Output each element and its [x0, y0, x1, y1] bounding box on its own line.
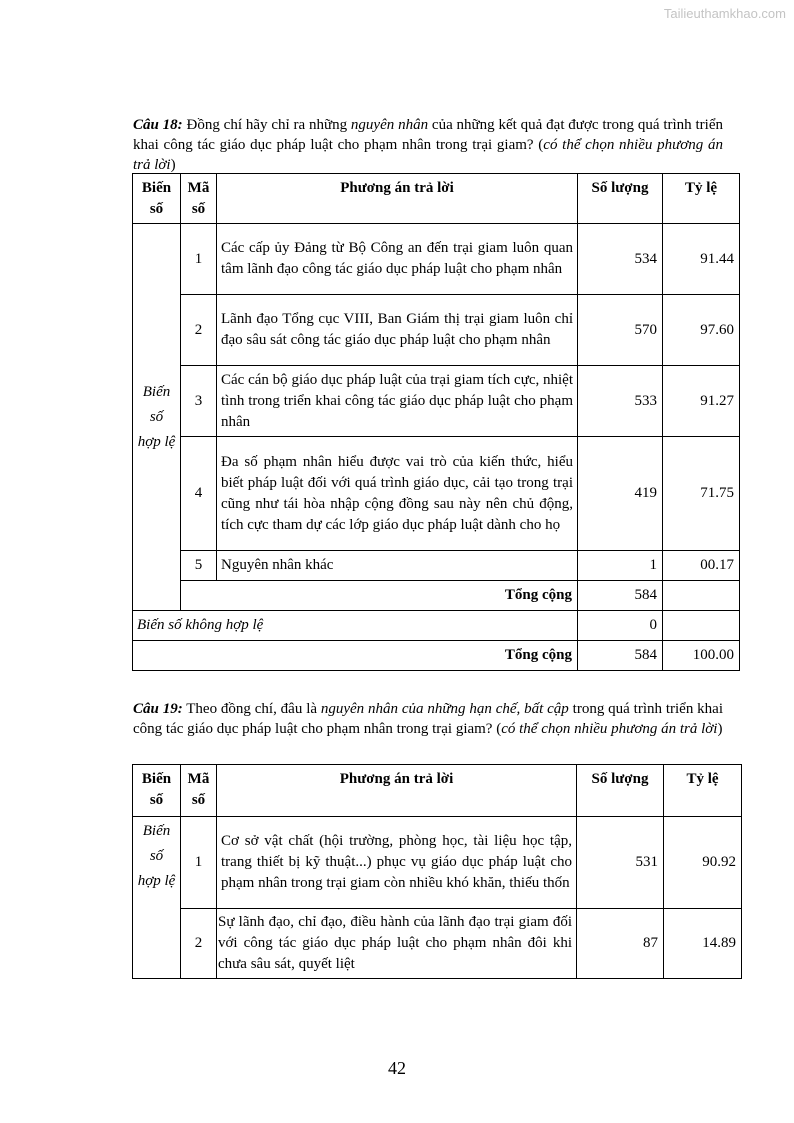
- total-row: [133, 641, 740, 671]
- question-19-text-d: có thể chọn nhiều phương án trả lời: [501, 721, 718, 737]
- question-19: [133, 699, 723, 739]
- header-so-luong: Số lượng: [578, 174, 663, 224]
- table-row: [133, 817, 742, 909]
- row-rate: 71.75: [663, 437, 740, 551]
- table-19-header-row: [133, 765, 742, 817]
- row-text: Cơ sở vật chất (hội trường, phòng học, tài liệu học tập, trang thiết bị kỹ thuật...) phục vụ giáo dục pháp luật cho phạm nhân trong trại giam còn nhiều khó khăn, thiếu thốn: [217, 817, 577, 909]
- question-18-text-b: nguyên nhân: [350, 117, 429, 133]
- table-18: [132, 173, 740, 671]
- row-count: 531: [577, 817, 664, 909]
- table-row: [133, 909, 742, 979]
- row-code: 1: [181, 817, 217, 909]
- row-rate: 14.89: [664, 909, 742, 979]
- row-text: Các cán bộ giáo dục pháp luật của trại giam tích cực, nhiệt tình trong triển khai công tác giáo dục pháp luật cho phạm nhân: [217, 366, 578, 437]
- header-ma-so: Mã số: [181, 765, 217, 817]
- question-18-text-e: ): [170, 157, 176, 173]
- header-so-luong: Số lượng: [577, 765, 664, 817]
- group-label: Biến số hợp lệ: [133, 224, 181, 611]
- row-text: Các cấp ủy Đảng từ Bộ Công an đến trại giam luôn quan tâm lãnh đạo công tác giáo dục pháp luật cho phạm nhân: [217, 224, 578, 295]
- row-count: 570: [578, 295, 663, 366]
- header-ma-so: Mã số: [181, 174, 217, 224]
- subtotal-count: 584: [578, 581, 663, 611]
- invalid-label: Biến số không hợp lệ: [133, 611, 578, 641]
- subtotal-label: Tổng cộng: [181, 581, 578, 611]
- header-bien-so: Biến số: [133, 765, 181, 817]
- row-rate: 00.17: [663, 551, 740, 581]
- table-19: [132, 764, 742, 979]
- invalid-rate: [663, 611, 740, 641]
- question-18: [133, 115, 723, 175]
- table-row: [133, 295, 740, 366]
- row-rate: 97.60: [663, 295, 740, 366]
- row-count: 533: [578, 366, 663, 437]
- row-code: 3: [181, 366, 217, 437]
- row-code: 1: [181, 224, 217, 295]
- row-rate: 91.44: [663, 224, 740, 295]
- question-18-text-c: của những kết quả đạt được trong quá trình triển khai công tác giáo dục pháp luật cho phạm nhân trong trại giam? (: [133, 117, 723, 153]
- header-bien-so: Biến số: [133, 174, 181, 224]
- row-code: 5: [181, 551, 217, 581]
- group-label: Biến số hợp lệ: [133, 817, 181, 979]
- question-19-label: Câu 19:: [133, 701, 183, 717]
- row-code: 4: [181, 437, 217, 551]
- row-text: Lãnh đạo Tổng cục VIII, Ban Giám thị trại giam luôn chỉ đạo sâu sát công tác giáo dục pháp luật cho phạm nhân: [217, 295, 578, 366]
- subtotal-rate: [663, 581, 740, 611]
- row-code: 2: [181, 909, 217, 979]
- row-count: 419: [578, 437, 663, 551]
- row-rate: 91.27: [663, 366, 740, 437]
- row-count: 87: [577, 909, 664, 979]
- row-text: Đa số phạm nhân hiểu được vai trò của kiến thức, hiểu biết pháp luật đối với quá trình giáo dục, cải tạo trong trại cũng như tái hòa nhập cộng đồng sau này nên chủ động, tích cực tham dự các lớp giáo dục pháp luật dành cho họ: [217, 437, 578, 551]
- total-rate: 100.00: [663, 641, 740, 671]
- total-label: Tổng cộng: [133, 641, 578, 671]
- question-19-text-c: trong quá trình triển khai công tác giáo dục pháp luật cho phạm nhân trong trại giam? (: [133, 701, 723, 737]
- header-ty-le: Tỷ lệ: [664, 765, 742, 817]
- question-18-label: Câu 18:: [133, 117, 183, 133]
- question-19-text-a: Theo đồng chí, đâu là: [182, 701, 321, 717]
- header-ty-le: Tỷ lệ: [663, 174, 740, 224]
- question-19-text-e: ): [717, 721, 723, 737]
- row-count: 534: [578, 224, 663, 295]
- table-row: [133, 437, 740, 551]
- invalid-row: [133, 611, 740, 641]
- table-row: [133, 224, 740, 295]
- row-rate: 90.92: [664, 817, 742, 909]
- subtotal-row: [133, 581, 740, 611]
- row-text: Sự lãnh đạo, chỉ đạo, điều hành của lãnh đạo trại giam đối với công tác giáo dục pháp luật cho phạm nhân đôi khi chưa sâu sát, quyết liệt: [217, 909, 577, 979]
- header-phuong-an: Phương án trả lời: [217, 765, 577, 817]
- table-row: [133, 366, 740, 437]
- header-phuong-an: Phương án trả lời: [217, 174, 578, 224]
- row-code: 2: [181, 295, 217, 366]
- question-18-text-d: có thể chọn nhiều phương án trả lời: [133, 137, 723, 173]
- page-number: 42: [388, 1058, 406, 1078]
- total-count: 584: [578, 641, 663, 671]
- question-18-text-a: Đồng chí hãy chỉ ra những: [182, 117, 351, 133]
- table-18-header-row: [133, 174, 740, 224]
- row-count: 1: [578, 551, 663, 581]
- row-text: Nguyên nhân khác: [217, 551, 578, 581]
- question-19-text-b: nguyên nhân của những hạn chế, bất cập: [320, 701, 569, 717]
- invalid-count: 0: [578, 611, 663, 641]
- table-row: [133, 551, 740, 581]
- watermark: Tailieuthamkhao.com: [663, 6, 786, 21]
